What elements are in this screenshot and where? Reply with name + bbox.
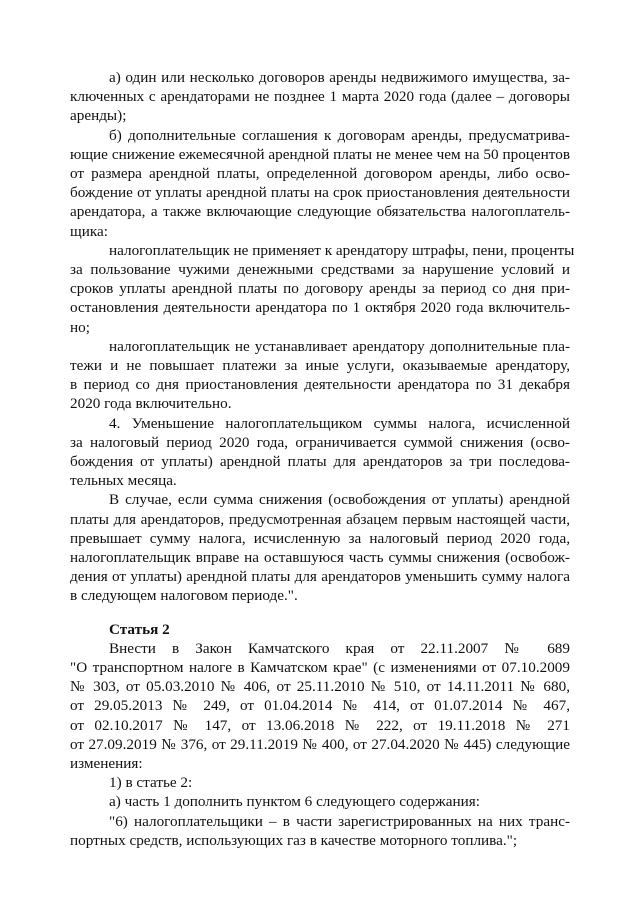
text-line: аренды); [70, 107, 127, 125]
text-line: портных средств, использующих газ в качестве моторного топлива."; [70, 831, 518, 849]
text-line: остановления деятельности арендатора по 1 октября 2020 года включитель- [70, 299, 570, 317]
article-heading: Статья 2 [109, 620, 170, 638]
text-line: щика: [70, 222, 108, 240]
text-line: "О транспортном налоге в Камчатском крае" (с изменениями от 07.10.2009 [70, 659, 570, 676]
text-line: в следующем налоговом периоде.". [70, 587, 298, 605]
text-line: превышает сумму налога, исчисленную за налоговый период 2020 года, [70, 529, 570, 547]
text-line: 1) в статье 2: [109, 774, 193, 792]
text-line: налогоплательщик не применяет к арендатору штрафы, пени, проценты [109, 241, 575, 259]
text-line: за налоговый период 2020 года, ограничивается суммой снижения (осво- [70, 433, 570, 451]
text-line: ющие снижение ежемесячной арендной платы не менее чем на 50 процентов [70, 145, 570, 163]
text-line: а) один или несколько договоров аренды недвижимого имущества, за- [109, 69, 570, 86]
text-line: "6) налогоплательщики – в части зарегистрированных на них транс- [109, 812, 570, 830]
text-line: от 27.09.2019 № 376, от 29.11.2019 № 400, от 27.04.2020 № 445) следующие [70, 735, 570, 753]
text-line: от размера арендной платы, определенной договором аренды, либо осво- [70, 165, 570, 182]
text-line: налогоплательщик вправе на оставшуюся часть суммы снижения (освобож- [70, 549, 570, 566]
text-line: бождения от уплаты) арендной платы для арендаторов за три последова- [70, 453, 570, 470]
text-line: ключенных с арендаторами не позднее 1 марта 2020 года (далее – договоры [70, 88, 570, 106]
text-line: изменения: [70, 755, 143, 772]
text-line: платы для арендаторов, предусмотренная абзацем первым настоящей части, [70, 510, 570, 528]
text-line: Внести в Закон Камчатского края от 22.11.2007 № 689 [109, 639, 570, 657]
text-line: за пользование чужими денежными средствами за нарушение условий и [70, 261, 570, 278]
text-line: 2020 года включительно. [70, 395, 232, 413]
text-line: б) дополнительные соглашения к договорам аренды, предусматрива- [109, 126, 570, 144]
text-line: тельных месяца. [70, 472, 177, 490]
text-line: В случае, если сумма снижения (освобождения от уплаты) арендной [109, 491, 570, 509]
text-line: а) часть 1 дополнить пунктом 6 следующего содержания: [109, 793, 480, 811]
text-line: от 02.10.2017 № 147, от 13.06.2018 № 222, от 19.11.2018 № 271 [70, 716, 570, 734]
text-line: 4. Уменьшение налогоплательщиком суммы налога, исчисленной [109, 414, 570, 432]
text-line: дения от уплаты) арендной платы для арендаторов уменьшить сумму налога [70, 568, 570, 586]
text-line: тежи и не повышает платежи за иные услуги, оказываемые арендатору, [70, 357, 570, 374]
text-line: в период со дня приостановления деятельности арендатора по 31 декабря [70, 376, 570, 394]
text-line: арендатора, а также включающие следующие обязательства налогоплатель- [70, 203, 570, 221]
text-line: № 303, от 05.03.2010 № 406, от 25.11.2010 № 510, от 14.11.2011 № 680, [70, 678, 570, 696]
text-line: сроков уплаты арендной платы по договору аренды за период со дня при- [70, 280, 570, 298]
text-line: бождение от уплаты арендной платы на срок приостановления деятельности [70, 184, 570, 202]
text-line: от 29.05.2013 № 249, от 01.04.2014 № 414, от 01.07.2014 № 467, [70, 697, 570, 715]
text-line: но; [70, 318, 90, 336]
text-line: налогоплательщик не устанавливает арендатору дополнительные пла- [109, 337, 570, 355]
